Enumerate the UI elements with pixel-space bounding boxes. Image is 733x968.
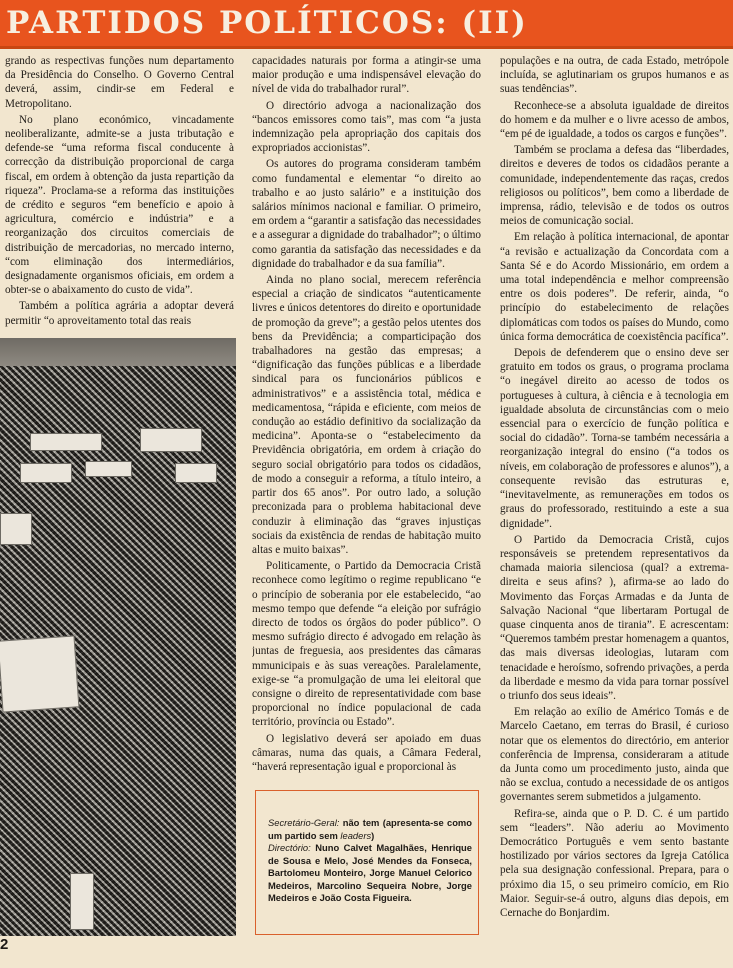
- paragraph: capacidades naturais por forma a atingir-se uma maior produção e uma indispensável elevação do nível de vida do trabalhador rural”.: [252, 55, 481, 96]
- article-column-2: [252, 54, 481, 782]
- secretary-close: ): [371, 829, 375, 841]
- paragraph: Em relação ao exílio de Américo Tomás e de Marcelo Caetano, em terras do Brasil, é curioso notar que os elementos do directório, em anterior conferência de Imprensa, consideraram a atitude da Junta como um procedimento justo, ainda que não se exclua, contudo a necessidade de os antigos governantes serem submetidos a julgamento.: [500, 706, 729, 804]
- secretary-general-entry: [268, 817, 472, 842]
- paragraph: Ainda no plano social, merecem referência especial a criação de sindicatos “autenticamente livres e únicos detentores do direito e oportunidade de promoção da greve”; a gestão pelos utentes dos bens da Previdência; a comparticipação dos trabalhadores na gestão das empresas; a “dignificação das funções públicas e a liberdade sindical para os funcionários públicos e administrativos” e a assistência total, médica e medicamentosa, “rápida e eficiente, com meios de condução ao estádio definitivo da socialização da medicina”. Aponta-se o “estabelecimento da Previdência obrigatória, em ordem à criação do seguro social obrigatório para todos os cidadãos, de modo a conseguir a reforma, a título inteiro, a partir dos 65 anos”. Por outro lado, a solução preconizada para o problema habitacional deve conduzir à eliminação das “graves injustiças sociais da existência de rendas de habitação muito altas e muito baixas”.: [252, 274, 481, 556]
- paragraph: populações e na outra, de cada Estado, metrópole incluída, se aglutinariam os grupos humanos e as suas tendências”.: [500, 55, 729, 96]
- article-column-3: [500, 54, 729, 959]
- paragraph: O legislativo deverá ser apoiado em duas câmaras, numa das quais, a Câmara Federal, “haverá representação igual e proporcional às: [252, 732, 481, 773]
- paragraph: Os autores do programa consideram também como fundamental e elementar “o direito ao trabalho e ao justo salário” e a instituição dos salários mínimos nacional e familiar. O primeiro, em ordem a “garantir a satisfação das necessidades e a assegurar a dignidade do trabalhador”; o último como garantia da satisfação das necessidades e da dignidade do trabalhador e da sua família”.: [252, 158, 481, 270]
- paragraph: Reconhece-se a absoluta igualdade de direitos do homem e da mulher e o livre acesso de ambos, “em pé de igualdade, a todos os cargos e funções”.: [500, 99, 729, 141]
- paragraph: Refira-se, ainda que o P. D. C. é um partido sem “leaders”. Não aderiu ao Movimento Democrático Português e vem sento bastante hostilizado por vários sectores da Igreja Católica pela sua designação confessional. Prepara, para o próximo dia 15, o seu primeiro comício, em Rio Maior. Seguir-se-á outro, alguns dias depois, em Cernache do Bonjardim.: [500, 807, 729, 919]
- photo-banner: [0, 513, 32, 545]
- photo-banner: [140, 428, 202, 452]
- party-info-box: [255, 790, 479, 935]
- paragraph: Depois de defenderem que o ensino deve ser gratuito em todos os graus, o programa proclama “o inegável direito ao acesso de todos os portugueses à cultura, à ciência e à tecnologia em igualdade absoluta de circunstâncias com o meio essencial para o exercício de função política e social do cidadão”. Torna-se também necessária a reorganização integral do ensino (“a todos os níveis, em colaboração de professores e alunos”), a consequente revisão das estruturas e, “inevitavelmente, as remunerações em todos os graus do professorado, restituindo a este a sua dignidade”.: [500, 347, 729, 530]
- paragraph: Também se proclama a defesa das “liberdades, direitos e deveres de todos os cidadãos perante a comunidade, independentemente das raças, credos religiosos ou políticos”, bem como a liberdade de imprensa, rádio, televisão e de todos os outros meios de comunicação social.: [500, 144, 729, 228]
- crowd-photo: [0, 338, 236, 936]
- paragraph: O directório advoga a nacionalização dos “bancos emissores como tais”, mas com “a justa indemnização pela apropriação dos capitais dos expropriados accionistas”.: [252, 99, 481, 155]
- paragraph: Também a política agrária a adoptar deverá permitir “o aproveitamento total das reais: [5, 300, 234, 327]
- photo-banner: [175, 463, 217, 483]
- directory-label: Directório:: [268, 842, 311, 853]
- page-title: PARTIDOS POLÍTICOS: (II): [6, 5, 528, 41]
- secretary-text: não tem (apresenta-se como um partido sem: [268, 817, 472, 841]
- secretary-label: Secretário-Geral:: [268, 817, 340, 828]
- paragraph: O Partido da Democracia Cristã, cujos responsáveis se pretendem representativos da chamada maioria silenciosa (qual? a extrema-direita e seus afins? ), afirma-se ao lado do Movimento das Forças Armadas e da Junta de Salvação Nacional “que libertaram Portugal de quase cinquenta anos de tirania”. E acrescentam: “Queremos também prestar homenagem a quantos, das mais diversas ideologias, lutaram com tenacidade e heroísmo, sofrendo privações, a perda da liberdade e mesmo da vida para tornar possível o triunfo dos seus ideais”.: [500, 533, 729, 702]
- paragraph: Em relação à política internacional, de apontar “a revisão e actualização da Concordata com a Santa Sé e do Acordo Missionário, em ordem a uma total independência e melhor compreensão entre os dois poderes”. De referir, ainda, “o princípio do estabelecimento de relações diplomáticas com todos os países do Mundo, como única forma democrática de coexistência pacífica”.: [500, 231, 729, 343]
- photo-banner: [30, 433, 102, 451]
- leaders-word: leaders: [340, 829, 372, 841]
- photo-banner: [70, 873, 94, 930]
- paragraph: grando as respectivas funções num departamento da Presidência do Conselho. O Governo Central deverá, assim, cindir-se em Federal e Metropolitano.: [5, 55, 234, 110]
- directory-entry: [268, 842, 472, 905]
- photo-banner: [20, 463, 72, 483]
- page-header: [0, 0, 733, 49]
- article-column-1: [5, 54, 234, 330]
- paragraph: Politicamente, o Partido da Democracia Cristã reconhece como legítimo o regime republicano “e o princípio de soberania por ele estabelecido, “ao mesmo tempo que defende “a eleição por sufrágio directo de todos os órgãos do poder público”. O mesmo sufrágio directo é advogado em relação às juntas de freguesia, aos presidentes das câmaras mmunicipais e às suas vereações. Paralelamente, exige-se “a promulgação de uma lei eleitoral que consigne o direito de representatividade com base proporcional no índice populacional de cada território, província ou Estado”.: [252, 560, 481, 729]
- photo-banner: [0, 635, 79, 712]
- page-number: 2: [0, 936, 9, 953]
- photo-banner: [85, 461, 132, 477]
- paragraph: No plano económico, vincadamente neoliberalizante, admite-se a justa tributação e defende-se “uma reforma fiscal conducente à correcção da distribuição proporcional de carga fiscal, em ordem à obtenção da justa repartição da riqueza”. Proclama-se a reforma das instituições de crédito e seguros “em benefício e apoio à agricultura, comércio e indústria” e a reorganização dos circuitos comerciais de distribuição de mercadorias, no mercado interno, “com eliminação dos intermediários, designadamente organismos oficiais, em ordem a obter-se o abaixamento do custo de vida”.: [5, 113, 234, 297]
- directory-text: Nuno Calvet Magalhães, Henrique de Sousa e Melo, José Mendes da Fonseca, Bartolomeu Monteiro, Jorge Manuel Celorico Medeiros, Marcolino Sequeira Nobre, Jorge Medeiros e João Costa Figueira.: [268, 842, 472, 903]
